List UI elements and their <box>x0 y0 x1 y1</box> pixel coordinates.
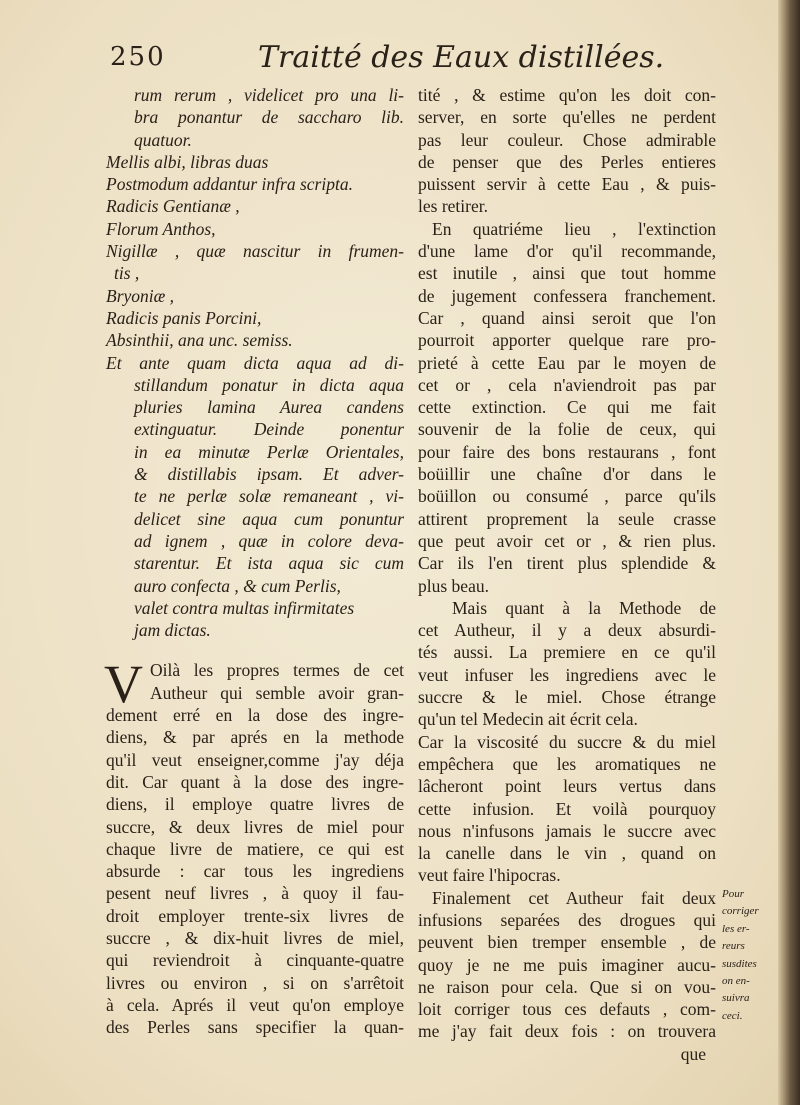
body-line: de penser que des Perles entieres <box>418 151 716 172</box>
latin-line: Mellis albi, libras duas <box>106 151 269 172</box>
body-line: En quatriéme lieu , l'extinction <box>432 218 716 239</box>
latin-line: Postmodum addantur infra scripta. <box>106 174 353 195</box>
french-line: pesent neuf livres , à quoy il fau- <box>106 883 404 904</box>
right-column <box>418 84 716 1065</box>
body-line: est inutile , ainsi que tout homme <box>418 263 716 284</box>
french-line: des Perles sans specifier la quan- <box>106 1017 404 1038</box>
latin-line: tis , <box>114 263 140 284</box>
margin-note-line: reurs <box>722 940 745 953</box>
latin-line: Radicis panis Porcini, <box>106 307 262 328</box>
body-line: cette infusion. Et voilà pourquoy <box>418 798 716 819</box>
latin-line: Radicis Gentianæ , <box>106 196 240 217</box>
body-line: pas leur couleur. Chose admirable <box>418 129 716 150</box>
body-line: server, en sorte qu'elles ne perdent <box>418 107 716 128</box>
body-line: souvenir de la folie de ceux, qui <box>418 419 716 440</box>
body-line: peuvent bien tremper ensemble , de <box>418 932 716 953</box>
latin-line: starentur. Et ista aqua sic cum <box>134 553 404 574</box>
latin-line: & distillabis ipsam. Et adver- <box>134 464 404 485</box>
body-line: me j'ay fait deux fois : on trouvera <box>418 1021 716 1042</box>
latin-line: valet contra multas infirmitates <box>134 597 355 618</box>
body-line: tité , & estime qu'on les doit con- <box>418 85 716 105</box>
body-line: Car , quand ainsi seroit que l'on <box>418 307 716 328</box>
body-line: Finalement cet Autheur fait deux <box>432 887 716 908</box>
book-spine-edge <box>778 0 800 1105</box>
margin-note-line: les er- <box>722 922 750 935</box>
margin-note-line: ceci. <box>722 1009 743 1022</box>
body-line: Car ils l'en tirent plus splendide & <box>418 553 716 574</box>
running-title: Traitté des Eaux distillées. <box>258 40 665 75</box>
french-line: diens, & par aprés en la methode <box>106 727 404 748</box>
french-line: à cela. Aprés il veut qu'on employe <box>106 994 404 1015</box>
body-line: infusions separées des drogues qui <box>418 909 716 930</box>
body-line: qu'un tel Medecin ait écrit cela. <box>418 709 638 730</box>
french-line: chaque livre de matiere, ce qui est <box>106 838 404 859</box>
french-line: absurde : car tous les ingrediens <box>106 861 404 882</box>
latin-line: quatuor. <box>134 129 192 150</box>
body-line: plus beau. <box>418 575 489 596</box>
latin-quotation <box>106 84 404 641</box>
latin-line: rum rerum , videlicet pro una li- <box>134 85 404 105</box>
left-column <box>106 84 404 1038</box>
french-line: Oilà les propres termes de cet <box>150 660 404 681</box>
latin-line: Absinthii, ana unc. semiss. <box>106 330 293 351</box>
french-line: qu'il veut enseigner,comme j'ay déja <box>106 749 404 770</box>
body-line: cet Autheur, il y a deux absurdi- <box>418 620 716 641</box>
body-line: pour faire des bons restaurans , font <box>418 441 716 462</box>
latin-line: stillandum ponatur in dicta aqua <box>134 374 404 395</box>
body-line: prieté à cette Eau par le moyen de <box>418 352 716 373</box>
body-line: lâcheront point leurs vertus dans <box>418 776 716 797</box>
french-line: succre, & deux livres de miel pour <box>106 816 404 837</box>
body-line: tés aussi. La premiere en ce qu'il <box>418 642 716 663</box>
french-line: dement erré en la dose des ingre- <box>106 705 404 726</box>
margin-note-line: Pour <box>722 888 744 900</box>
body-line: pourroit apporter quelque rare pro- <box>418 330 716 351</box>
margin-note-line: susdites <box>722 957 757 970</box>
margin-note <box>722 886 770 1025</box>
body-line: veut faire l'hipocras. <box>418 865 561 886</box>
french-line: qui reviendroit à cinquante-quatre <box>106 950 404 971</box>
body-line: succre & le miel. Chose étrange <box>418 687 716 708</box>
latin-line: extinguatur. Deinde ponentur <box>134 419 404 440</box>
latin-line: te ne perlæ solæ remaneant , vi- <box>134 486 404 507</box>
body-line: attirent proprement la seule crasse <box>418 508 716 529</box>
body-line: boüillir une chaîne d'or dans le <box>418 464 716 485</box>
latin-line: bra ponantur de saccharo lib. <box>134 107 404 128</box>
page-header <box>110 40 665 80</box>
body-line: la canelle dans le vin , quand on <box>418 843 716 864</box>
latin-line: auro confecta , & cum Perlis, <box>134 575 341 596</box>
french-line: succre , & dix-huit livres de miel, <box>106 927 404 948</box>
margin-note-line: suivra <box>722 992 750 1005</box>
latin-line: Bryoniæ , <box>106 285 175 306</box>
body-line: d'une lame d'or qu'il recommande, <box>418 241 716 262</box>
body-line: Mais quant à la Methode de <box>452 597 716 618</box>
body-line: empêchera que les aromatiques ne <box>418 753 716 774</box>
body-line: de jugement confessera franchement. <box>418 285 716 306</box>
latin-line: jam dictas. <box>134 620 211 641</box>
body-line: cette extinction. Ce qui me fait <box>418 397 716 418</box>
latin-line: Et ante quam dicta aqua ad di- <box>106 352 404 373</box>
body-line: que peut avoir cet or , & rien plus. <box>418 530 716 551</box>
page-number: 250 <box>110 42 166 72</box>
latin-line: Nigillæ , quæ nascitur in frumen- <box>106 241 404 262</box>
body-line: les retirer. <box>418 196 488 217</box>
latin-line: in ea minutæ Perlæ Orientales, <box>134 441 404 462</box>
french-line: dit. Car quant à la dose des ingre- <box>106 771 404 792</box>
french-line: Autheur qui semble avoir gran- <box>150 682 404 703</box>
french-line: livres ou environ , si on s'arrêtoit <box>106 972 404 993</box>
french-commentary <box>104 654 404 1038</box>
body-line: puissent servir à cette Eau , & puis- <box>418 174 716 195</box>
margin-note-line: corriger <box>722 905 759 918</box>
body-line: boüillon ou consumé , parce qu'ils <box>418 486 716 507</box>
latin-line: delicet sine aqua cum ponuntur <box>134 508 404 529</box>
body-line: ne raison pour cela. Que si on vou- <box>418 976 716 997</box>
french-line: diens, il employe quatre livres de <box>106 794 404 815</box>
body-line: Car la viscosité du succre & du miel <box>418 731 716 752</box>
body-line: quoy je ne me puis imaginer aucu- <box>418 954 716 975</box>
margin-note-line: on en- <box>722 975 750 988</box>
catchword: que <box>680 1043 706 1064</box>
latin-line: Florum Anthos, <box>106 218 216 239</box>
french-line: droit employer trente-six livres de <box>106 905 404 926</box>
latin-line: ad ignem , quæ in colore deva- <box>134 530 404 551</box>
drop-cap: V <box>104 654 143 715</box>
body-line: cet or , cela n'aviendroit pas par <box>418 374 716 395</box>
body-line: loit corriger tous ces defauts , com- <box>418 999 716 1020</box>
body-line: veut infuser les ingrediens avec le <box>418 664 716 685</box>
latin-line: pluries lamina Aurea candens <box>134 397 404 418</box>
body-line: nous n'infusons jamais le succre avec <box>418 820 716 841</box>
paragraph-gap <box>106 641 404 659</box>
